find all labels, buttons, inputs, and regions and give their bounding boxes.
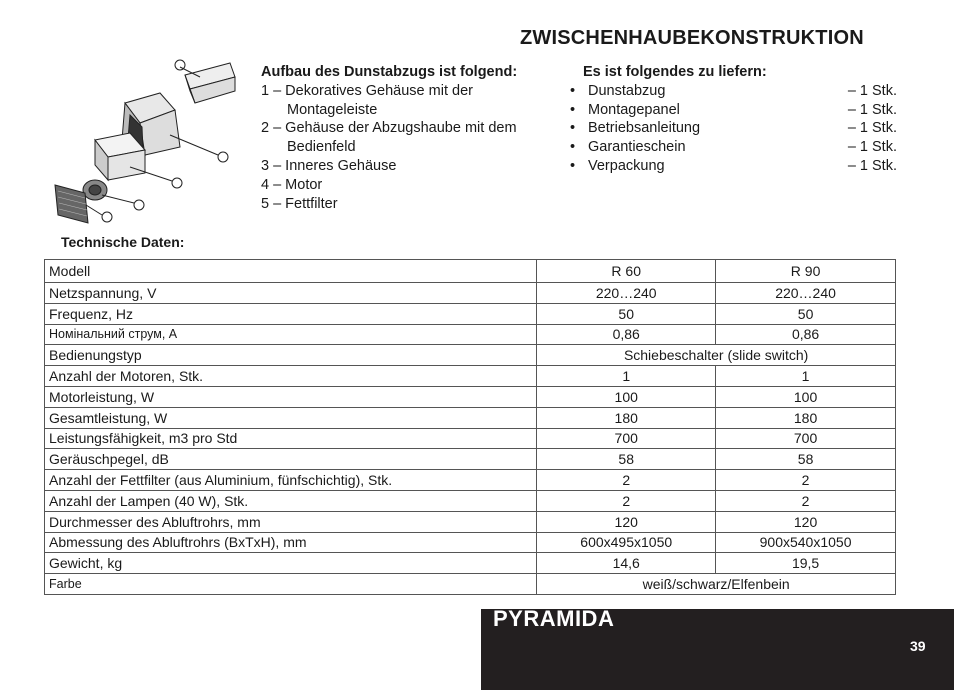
spec-label-cell: Anzahl der Lampen (40 W), Stk. (45, 490, 537, 511)
table-row (45, 449, 896, 470)
spec-value-cell-r60: 120 (537, 511, 716, 532)
spec-label-cell: Номінальний струм, А (45, 324, 537, 345)
tech-data-heading: Technische Daten: (61, 234, 185, 250)
delivery-list (570, 63, 897, 176)
spec-value-cell-r90: 100 (716, 386, 896, 407)
bullet: • (570, 157, 576, 174)
spec-label-cell: Durchmesser des Abluftrohrs, mm (45, 511, 537, 532)
delivery-item-name: Betriebsanleitung (588, 120, 701, 137)
page-number: 39 (910, 638, 926, 654)
hood-exploded-illustration (50, 55, 250, 235)
delivery-item-qty: – 1 Stk. (847, 139, 897, 156)
table-row (45, 511, 896, 532)
delivery-item-name: Montagepanel (588, 101, 680, 118)
delivery-item-qty: – 1 Stk. (847, 82, 897, 99)
spec-value-cell-r90: 0,86 (716, 324, 896, 345)
spec-table-body (45, 260, 896, 595)
spec-label-cell: Gesamtleistung, W (45, 407, 537, 428)
spec-value-cell-r90: 900x540x1050 (716, 532, 896, 553)
delivery-item (570, 101, 897, 120)
spec-value-cell-r60: 700 (537, 428, 716, 449)
delivery-item-name: Dunstabzug (588, 82, 666, 99)
composition-item: 4 – Motor (261, 176, 323, 193)
page-title: ZWISCHENHAUBEKONSTRUKTION (520, 27, 864, 49)
spec-value-cell-r90: 50 (716, 303, 896, 324)
spec-value-cell-r60: 14,6 (537, 553, 716, 574)
composition-item: 3 – Inneres Gehäuse (261, 157, 397, 174)
table-row (45, 470, 896, 491)
spec-value-cell: weiß/schwarz/Elfenbein (537, 574, 896, 595)
spec-value-cell-r90: 180 (716, 407, 896, 428)
table-row (45, 428, 896, 449)
table-row (45, 490, 896, 511)
brand-logo: PYRAMIDA (493, 606, 615, 631)
spec-label-cell: Anzahl der Fettfilter (aus Aluminium, fünfschichtig), Stk. (45, 470, 537, 491)
spec-label-cell: Anzahl der Motoren, Stk. (45, 366, 537, 387)
spec-value-cell-r90: 19,5 (716, 553, 896, 574)
spec-value-cell-r60: 600x495x1050 (537, 532, 716, 553)
spec-value-cell-r60: 1 (537, 366, 716, 387)
bullet: • (570, 82, 576, 99)
bullet: • (570, 101, 576, 118)
table-row (45, 260, 896, 283)
spec-label-cell: Bedienungstyp (45, 345, 537, 366)
spec-table (44, 259, 896, 595)
spec-label-cell: Motorleistung, W (45, 386, 537, 407)
spec-value-cell-r90: 700 (716, 428, 896, 449)
spec-value-cell-r60: 58 (537, 449, 716, 470)
spec-value-cell-r60: 2 (537, 490, 716, 511)
bullet: • (570, 139, 576, 156)
table-row (45, 324, 896, 345)
spec-value-cell: Schiebeschalter (slide switch) (537, 345, 896, 366)
delivery-item (570, 157, 897, 176)
table-row (45, 386, 896, 407)
delivery-item-qty: – 1 Stk. (847, 120, 897, 137)
spec-value-cell-r60: R 60 (537, 260, 716, 283)
composition-item: 5 – Fettfilter (261, 195, 338, 212)
spec-value-cell-r60: 50 (537, 303, 716, 324)
spec-label-cell: Modell (45, 260, 537, 283)
table-row (45, 366, 896, 387)
spec-label-cell: Gewicht, kg (45, 553, 537, 574)
delivery-item (570, 138, 897, 157)
table-row (45, 345, 896, 366)
spec-value-cell-r60: 2 (537, 470, 716, 491)
table-row (45, 283, 896, 304)
spec-label-cell: Leistungsfähigkeit, m3 pro Std (45, 428, 537, 449)
spec-value-cell-r60: 220…240 (537, 283, 716, 304)
spec-label-cell: Geräuschpegel, dB (45, 449, 537, 470)
spec-label-cell: Frequenz, Hz (45, 303, 537, 324)
spec-value-cell-r60: 0,86 (537, 324, 716, 345)
table-row (45, 574, 896, 595)
composition-item: 1 – Dekoratives Gehäuse mit der Montageleiste (261, 82, 473, 118)
spec-label-cell: Abmessung des Abluftrohrs (BxTxH), mm (45, 532, 537, 553)
table-row (45, 303, 896, 324)
table-row (45, 532, 896, 553)
spec-value-cell-r90: 120 (716, 511, 896, 532)
bullet: • (570, 120, 576, 137)
delivery-item-qty: – 1 Stk. (847, 101, 897, 118)
spec-value-cell-r90: 58 (716, 449, 896, 470)
spec-value-cell-r90: 1 (716, 366, 896, 387)
delivery-item-name: Garantieschein (588, 139, 686, 156)
delivery-item-qty: – 1 Stk. (847, 157, 897, 174)
spec-value-cell-r60: 100 (537, 386, 716, 407)
delivery-item (570, 119, 897, 138)
delivery-item (570, 82, 897, 101)
spec-label-cell: Farbe (45, 574, 537, 595)
composition-item: 2 – Gehäuse der Abzugshaube mit dem Bedienfeld (261, 120, 517, 156)
delivery-heading: Es ist folgendes zu liefern: (583, 64, 767, 80)
spec-value-cell-r90: 220…240 (716, 283, 896, 304)
spec-value-cell-r60: 180 (537, 407, 716, 428)
table-row (45, 407, 896, 428)
composition-heading: Aufbau des Dunstabzugs ist folgend: (261, 64, 518, 80)
spec-label-cell: Netzspannung, V (45, 283, 537, 304)
spec-value-cell-r90: 2 (716, 490, 896, 511)
spec-value-cell-r90: R 90 (716, 260, 896, 283)
spec-value-cell-r90: 2 (716, 470, 896, 491)
composition-list (261, 63, 561, 213)
delivery-item-name: Verpackung (588, 157, 665, 174)
table-row (45, 553, 896, 574)
